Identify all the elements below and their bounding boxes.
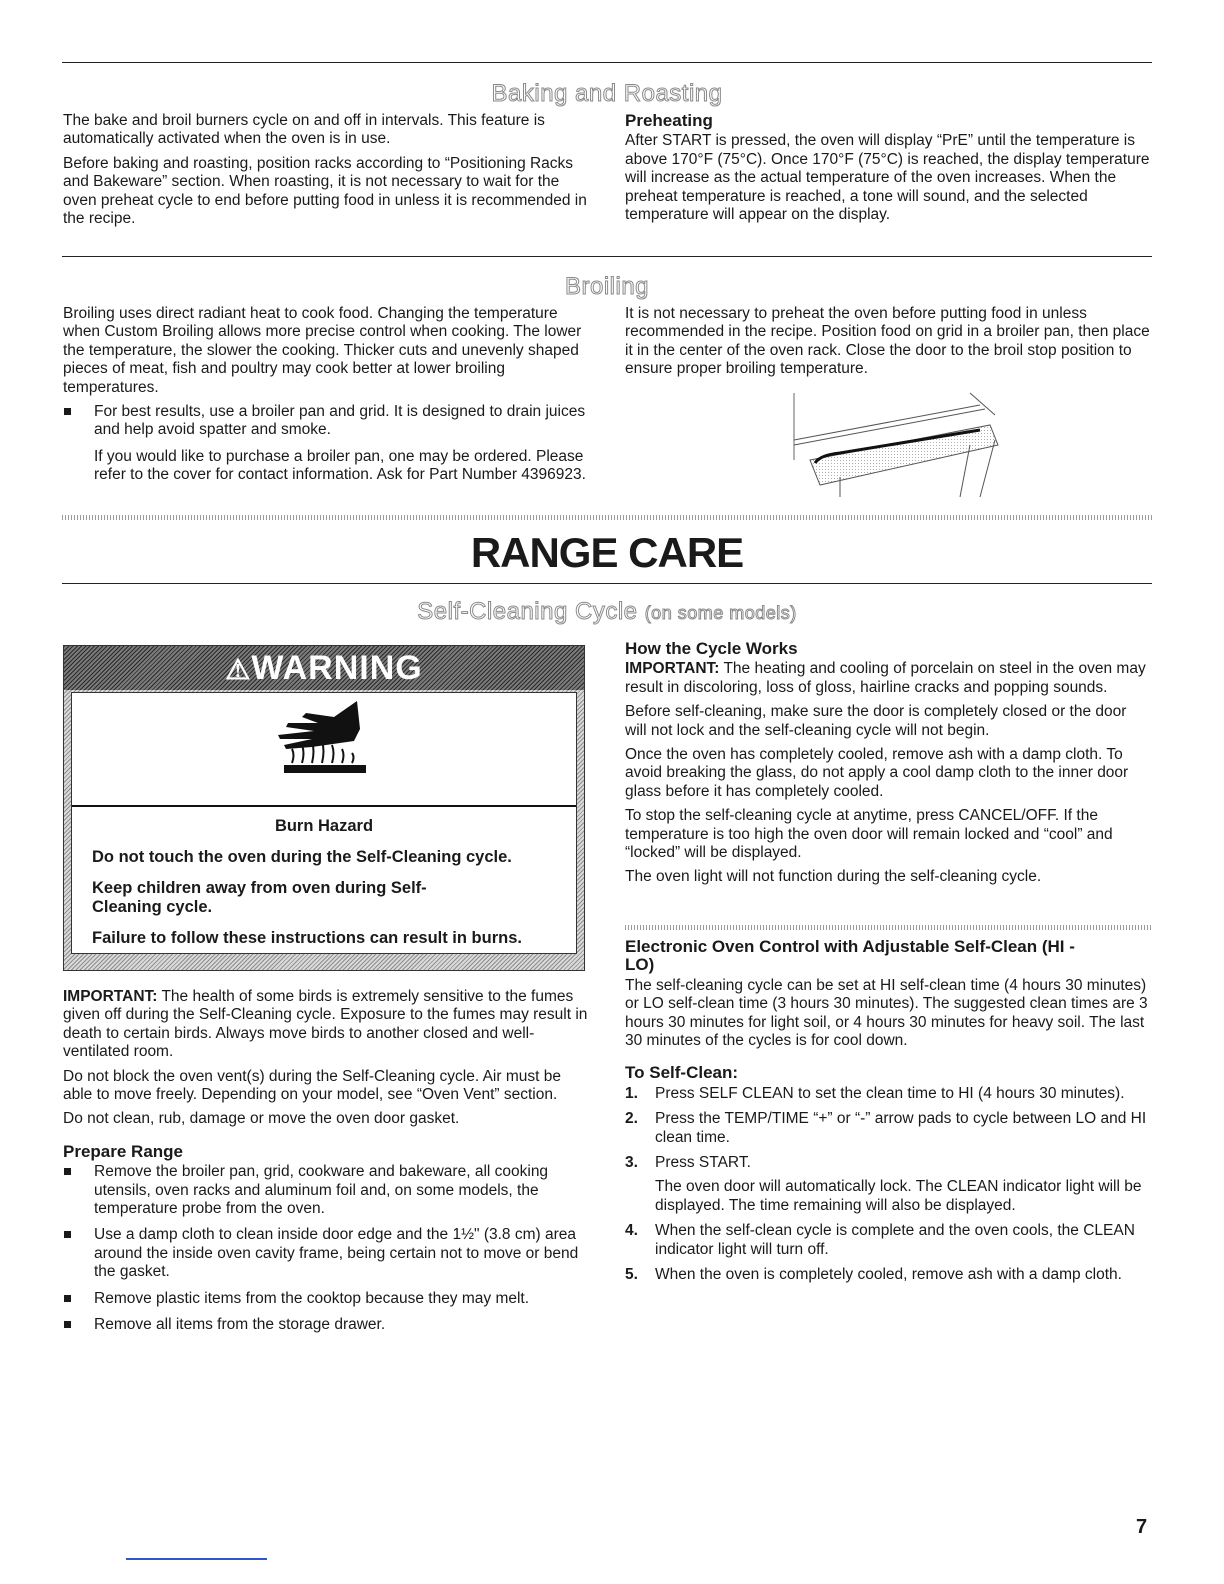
prepare-range-list: [63, 1163, 588, 1334]
step-text: Press the TEMP/TIME “+” or “-” arrow pads to cycle between LO and HI clean time.: [655, 1110, 1147, 1146]
eoc-dotted-rule: [625, 925, 1153, 930]
self-clean-title-suffix: (on some models): [644, 603, 797, 623]
step-text: Press SELF CLEAN to set the clean time to HI (4 hours 30 minutes).: [655, 1084, 1125, 1102]
warning-header-text: WARNING: [251, 649, 423, 687]
self-clean-left-column: [63, 988, 588, 1343]
how-cycle-works-column: [625, 640, 1150, 893]
how-important-label: IMPORTANT:: [625, 660, 720, 678]
list-item: Use a damp cloth to clean inside door edge and the 1½" (3.8 cm) area around the inside oven cavity frame, being certain not to move or bend the gasket.: [63, 1226, 588, 1281]
important-text: The health of some birds is extremely sensitive to the fumes given off during the Self-Cleaning cycle. Exposure to the fumes may result in death to certain birds. Always move birds to another closed and well-ventilated room.: [63, 988, 588, 1061]
warning-text-block: [72, 813, 576, 960]
footer-blue-line: [126, 1558, 267, 1560]
step-number: 4.: [625, 1222, 638, 1240]
self-clean-section-title: [62, 598, 1152, 626]
broiling-right-paragraph: It is not necessary to preheat the oven before putting food in unless recommended in the recipe. Position food on grid in a broiler pan, then place it in the center of the oven rack. Close the door to the broil stop position to ensure proper broiling temperature.: [625, 305, 1150, 378]
preheating-heading: Preheating: [625, 111, 713, 130]
vent-paragraph: Do not block the oven vent(s) during the Self-Cleaning cycle. Air must be able to move freely. Depending on your model, see “Oven Vent” section.: [63, 1067, 561, 1104]
step-text: When the self-clean cycle is complete and the oven cools, the CLEAN indicator light will turn off.: [655, 1222, 1135, 1258]
baking-section-title: Baking and Roasting: [491, 80, 723, 107]
burn-hand-icon: [272, 699, 382, 799]
broiling-section-title: Broiling: [564, 273, 650, 300]
self-clean-rule: [62, 583, 1152, 584]
list-item: [625, 1085, 1150, 1103]
baking-right-column: [625, 112, 1150, 230]
warning-triangle-icon: ⚠: [225, 654, 252, 685]
warning-box: [63, 645, 585, 971]
gasket-paragraph: Do not clean, rub, damage or move the oven door gasket.: [63, 1110, 460, 1128]
broiling-left-column: [63, 305, 593, 493]
list-item: [625, 1154, 1150, 1215]
baking-paragraph-1: The bake and broil burners cycle on and off in intervals. This feature is automatically activated when the oven is in use.: [63, 112, 545, 148]
broiling-rule: [62, 256, 1152, 257]
step-text: Press START.: [655, 1154, 751, 1172]
how-paragraph-3: Once the oven has completely cooled, remove ash with a damp cloth. To avoid breaking the glass, do not apply a cool damp cloth to the inner door glass before it has completely cooled.: [625, 746, 1129, 800]
how-cycle-heading: How the Cycle Works: [625, 639, 798, 658]
warning-line-2: Keep children away from oven during Self-Cleaning cycle.: [92, 879, 427, 916]
how-important-paragraph: [625, 660, 1150, 697]
prepare-range-heading: Prepare Range: [63, 1141, 183, 1161]
self-clean-steps: [625, 1085, 1150, 1285]
list-item: [63, 403, 593, 485]
broiling-right-column: [625, 305, 1153, 385]
broiling-bullet-note: If you would like to purchase a broiler pan, one may be ordered. Please refer to the cover for contact information. Ask for Part Number 4396923.: [94, 447, 586, 484]
list-item: [625, 1266, 1150, 1284]
step-number: 3.: [625, 1154, 638, 1172]
baking-left-column: [63, 112, 588, 234]
baking-paragraph-2: Before baking and roasting, position racks according to “Positioning Racks and Bakeware” section. When roasting, it is not necessary to wait for the oven preheat cycle to end before putting food in unless it is recommended in the recipe.: [63, 154, 587, 228]
broiling-bullet-list: [63, 403, 593, 485]
step-note: The oven door will automatically lock. The CLEAN indicator light will be displayed. The time remaining will also be displayed.: [655, 1178, 1142, 1214]
important-label: IMPORTANT:: [63, 988, 158, 1005]
to-self-clean-heading: To Self-Clean:: [625, 1063, 739, 1083]
range-care-title: RANGE CARE: [470, 529, 744, 576]
eoc-paragraph: The self-cleaning cycle can be set at HI self-clean time (4 hours 30 minutes) or LO self-clean time (3 hours 30 minutes). The suggested clean times are 3 hours 30 minutes for light soil, or 4 hours 30 minutes for heavy soil. The last 30 minutes of the cycles is for cool down.: [625, 976, 1148, 1050]
list-item: Remove plastic items from the cooktop because they may melt.: [63, 1290, 588, 1308]
warning-line-3: Failure to follow these instructions can result in burns.: [92, 929, 522, 947]
preheating-text: After START is pressed, the oven will display “PrE” until the temperature is above 170°F (75°C). Once 170°F (75°C) is reached, the display temperature will increase as the actual temperature of the oven increases. When the preheat temperature is reached, a tone will sound, and the selected temperature will appear on the display.: [625, 132, 1150, 224]
eoc-column: [625, 938, 1150, 1292]
how-important-text: The heating and cooling of porcelain on steel in the oven may result in discoloring, loss of gloss, hairline cracks and popping sounds.: [625, 660, 1146, 696]
step-text: When the oven is completely cooled, remove ash with a damp cloth.: [655, 1266, 1122, 1284]
how-paragraph-2: Before self-cleaning, make sure the door is completely closed or the door will not lock and the self-cleaning cycle will not begin.: [625, 703, 1127, 739]
eoc-heading: Electronic Oven Control with Adjustable Self-Clean (HI - LO): [625, 937, 1075, 975]
oven-door-illustration: [780, 385, 1020, 505]
step-number: 1.: [625, 1084, 638, 1102]
broiling-paragraph-1: Broiling uses direct radiant heat to cook food. Changing the temperature when Custom Broiling allows more precise control when cooking. The lower the temperature, the slower the cooking. Thicker cuts and unevenly shaped pieces of meat, fish and poultry may cook better at lower broiling temperatures.: [63, 305, 582, 396]
page-number: 7: [1136, 1516, 1148, 1538]
warning-header: [64, 646, 584, 690]
top-rule: [62, 62, 1152, 63]
list-item: Remove the broiler pan, grid, cookware and bakeware, all cooking utensils, oven racks and aluminum foil and, on some models, the temperature probe from the oven.: [63, 1163, 588, 1218]
warning-hazard: Burn Hazard: [274, 817, 374, 835]
broiling-bullet-text: For best results, use a broiler pan and grid. It is designed to drain juices and help avoid spatter and smoke.: [94, 403, 586, 439]
self-clean-title-text: Self-Cleaning Cycle: [417, 598, 638, 625]
warning-line-1: Do not touch the oven during the Self-Cleaning cycle.: [92, 848, 512, 866]
step-number: 2.: [625, 1110, 638, 1128]
warning-divider: [72, 805, 576, 807]
range-care-dotted-rule: [62, 515, 1152, 520]
list-item: Remove all items from the storage drawer.: [63, 1316, 588, 1334]
list-item: [625, 1222, 1150, 1259]
step-number: 5.: [625, 1266, 638, 1284]
how-paragraph-4: To stop the self-cleaning cycle at anytime, press CANCEL/OFF. If the temperature is too high the oven door will remain locked and “cool” and “locked” will be displayed.: [625, 807, 1113, 862]
warning-inner-panel: [71, 692, 577, 954]
birds-important-paragraph: [63, 988, 588, 1062]
list-item: [625, 1110, 1150, 1147]
how-paragraph-5: The oven light will not function during the self-cleaning cycle.: [625, 868, 1042, 886]
